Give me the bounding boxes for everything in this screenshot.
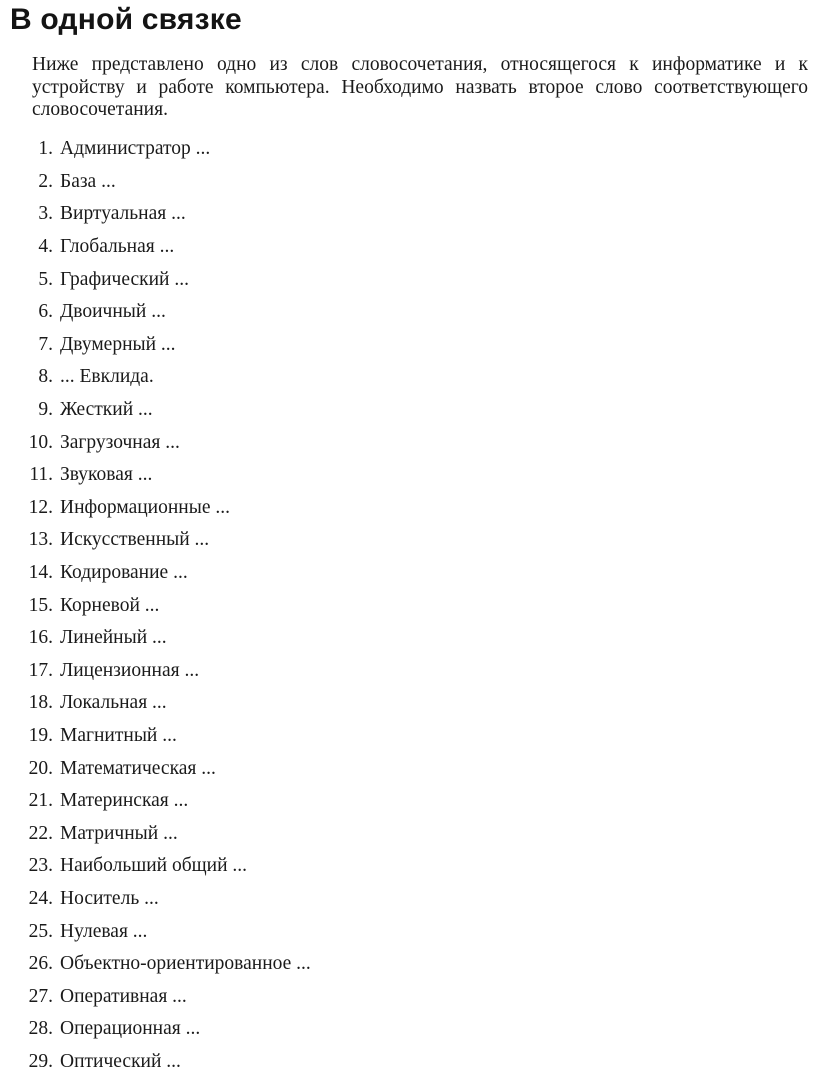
list-item (0, 296, 311, 329)
item-number: 25. (28, 920, 53, 942)
item-term: Виртуальная ... (60, 203, 186, 225)
item-number: 23. (28, 855, 53, 877)
item-number: 13. (28, 529, 53, 551)
item-term: Лицензионная ... (60, 659, 200, 681)
item-number: 19. (28, 724, 53, 746)
intro-paragraph: Ниже представлено одно из слов словосочетания, относящегося к информатике и к устройству и работе компьютера. Необходимо назвать второе слово соответствующего словосочетания. (32, 54, 808, 120)
item-term: Локальная ... (60, 692, 167, 714)
item-number: 21. (28, 790, 53, 812)
item-term: Нулевая ... (60, 920, 148, 942)
item-number: 15. (28, 594, 53, 616)
item-number: 22. (28, 822, 53, 844)
item-number: 20. (28, 757, 53, 779)
list-item (0, 329, 311, 362)
item-number: 9. (38, 399, 53, 421)
list-item (0, 426, 311, 459)
item-term: Информационные ... (60, 496, 230, 518)
list-item (0, 133, 311, 166)
item-number: 5. (38, 268, 53, 290)
item-term: Глобальная ... (60, 236, 175, 258)
list-item (0, 557, 311, 590)
item-term: Линейный ... (60, 627, 167, 649)
item-term: Матричный ... (60, 822, 178, 844)
list-item (0, 850, 311, 883)
item-number: 4. (38, 236, 53, 258)
item-term: Кодирование ... (60, 562, 188, 584)
item-number: 24. (28, 887, 53, 909)
item-term: ... Евклида. (60, 366, 154, 388)
item-term: Искусственный ... (60, 529, 210, 551)
list-item (0, 394, 311, 427)
list-item (0, 785, 311, 818)
list-item (0, 1013, 311, 1046)
item-term: Двоичный ... (60, 301, 166, 323)
list-item (0, 883, 311, 916)
item-term: Магнитный ... (60, 724, 177, 746)
list-item (0, 361, 311, 394)
list-item (0, 198, 311, 231)
item-term: Двумерный ... (60, 333, 176, 355)
item-number: 16. (28, 627, 53, 649)
page-title: В одной связке (10, 3, 242, 36)
item-term: Объектно-ориентированное ... (60, 953, 311, 975)
item-number: 7. (38, 333, 53, 355)
item-number: 3. (38, 203, 53, 225)
list-item (0, 1046, 311, 1079)
item-term: Наибольший общий ... (60, 855, 248, 877)
list-item (0, 622, 311, 655)
item-term: Материнская ... (60, 790, 189, 812)
item-term: Звуковая ... (60, 464, 153, 486)
item-term: Оптический ... (60, 1050, 181, 1072)
item-number: 12. (28, 496, 53, 518)
item-term: Корневой ... (60, 594, 160, 616)
list-item (0, 524, 311, 557)
item-term: Оперативная ... (60, 985, 187, 1007)
list-item (0, 948, 311, 981)
list-item (0, 720, 311, 753)
item-term: Математическая ... (60, 757, 216, 779)
item-number: 1. (38, 138, 53, 160)
numbered-term-list (0, 133, 311, 1078)
list-item (0, 817, 311, 850)
item-number: 17. (28, 659, 53, 681)
list-item (0, 166, 311, 199)
item-term: База ... (60, 170, 116, 192)
item-number: 26. (28, 953, 53, 975)
item-term: Загрузочная ... (60, 431, 180, 453)
item-number: 18. (28, 692, 53, 714)
item-number: 28. (28, 1018, 53, 1040)
item-number: 10. (28, 431, 53, 453)
list-item (0, 589, 311, 622)
item-number: 14. (28, 562, 53, 584)
list-item (0, 980, 311, 1013)
item-number: 27. (28, 985, 53, 1007)
item-number: 2. (38, 170, 53, 192)
list-item (0, 492, 311, 525)
list-item (0, 655, 311, 688)
item-term: Операционная ... (60, 1018, 201, 1040)
item-term: Администратор ... (60, 138, 211, 160)
item-number: 29. (28, 1050, 53, 1072)
list-item (0, 915, 311, 948)
list-item (0, 263, 311, 296)
item-term: Графический ... (60, 268, 189, 290)
item-term: Жесткий ... (60, 399, 153, 421)
list-item (0, 231, 311, 264)
item-number: 11. (29, 464, 53, 486)
list-item (0, 459, 311, 492)
item-term: Носитель ... (60, 887, 159, 909)
list-item (0, 687, 311, 720)
item-number: 8. (38, 366, 53, 388)
list-item (0, 752, 311, 785)
item-number: 6. (38, 301, 53, 323)
